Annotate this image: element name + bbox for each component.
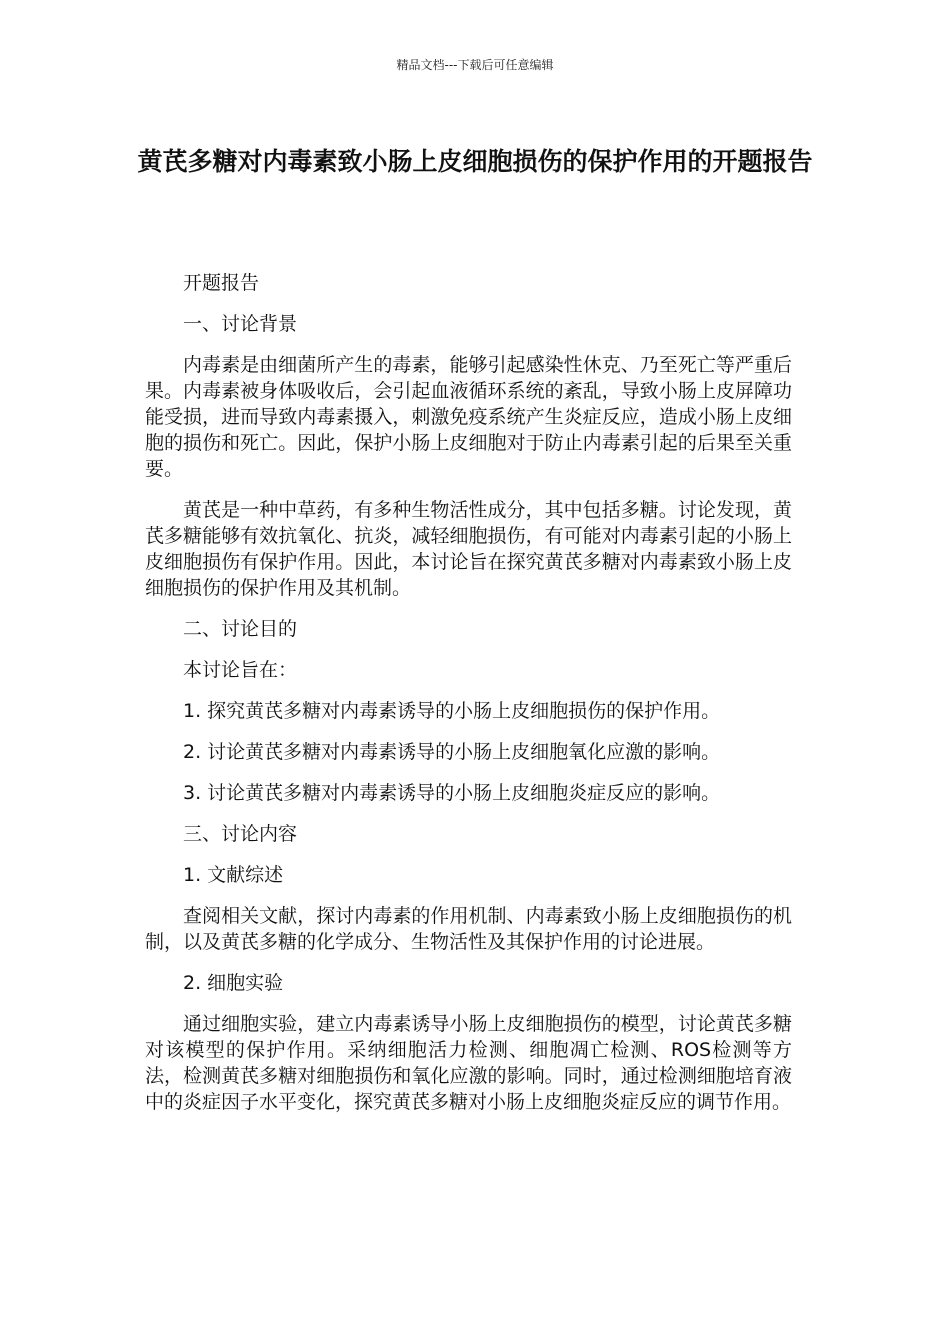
paragraph-literature: 查阅相关文献，探讨内毒素的作用机制、内毒素致小肠上皮细胞损伤的机制，以及黄芪多糖的化学成分、生物活性及其保护作用的讨论进展。 bbox=[145, 905, 792, 953]
purpose-item-2: 2. 讨论黄芪多糖对内毒素诱导的小肠上皮细胞氧化应激的影响。 bbox=[183, 741, 721, 763]
page-header-watermark: 精品文档---下载后可任意编辑 bbox=[396, 58, 554, 72]
paragraph-background-2: 黄芪是一种中草药，有多种生物活性成分，其中包括多糖。讨论发现，黄芪多糖能够有效抗氧化、抗炎，减轻细胞损伤，有可能对内毒素引起的小肠上皮细胞损伤有保护作用。因此，本讨论旨在探究黄芪多糖对内毒素致小肠上皮细胞损伤的保护作用及其机制。 bbox=[145, 499, 792, 599]
document-body bbox=[145, 270, 792, 1130]
paragraph-experiment: 通过细胞实验，建立内毒素诱导小肠上皮细胞损伤的模型，讨论黄芪多糖对该模型的保护作用。采纳细胞活力检测、细胞凋亡检测、ROS检测等方法，检测黄芪多糖对细胞损伤和氧化应激的影响。同时，通过检测细胞培育液中的炎症因子水平变化，探究黄芪多糖对小肠上皮细胞炎症反应的调节作用。 bbox=[145, 1013, 792, 1113]
purpose-item-1: 1. 探究黄芪多糖对内毒素诱导的小肠上皮细胞损伤的保护作用。 bbox=[183, 700, 721, 722]
document-title: 黄芪多糖对内毒素致小肠上皮细胞损伤的保护作用的开题报告 bbox=[137, 147, 813, 176]
section-label: 开题报告 bbox=[183, 272, 260, 294]
paragraph-background-1: 内毒素是由细菌所产生的毒素，能够引起感染性休克、乃至死亡等严重后果。内毒素被身体吸收后，会引起血液循环系统的紊乱，导致小肠上皮屏障功能受损，进而导致内毒素摄入，刺激免疫系统产生炎症反应，造成小肠上皮细胞的损伤和死亡。因此，保护小肠上皮细胞对于防止内毒素引起的后果至关重要。 bbox=[145, 354, 792, 480]
paragraph-purpose-intro: 本讨论旨在： bbox=[183, 659, 298, 681]
purpose-item-3: 3. 讨论黄芪多糖对内毒素诱导的小肠上皮细胞炎症反应的影响。 bbox=[183, 782, 721, 804]
section-heading-background: 一、讨论背景 bbox=[183, 313, 298, 335]
section-heading-content: 三、讨论内容 bbox=[183, 823, 298, 845]
subsection-heading-experiment: 2. 细胞实验 bbox=[183, 972, 284, 994]
section-heading-purpose: 二、讨论目的 bbox=[183, 618, 298, 640]
subsection-heading-literature: 1. 文献综述 bbox=[183, 864, 284, 886]
